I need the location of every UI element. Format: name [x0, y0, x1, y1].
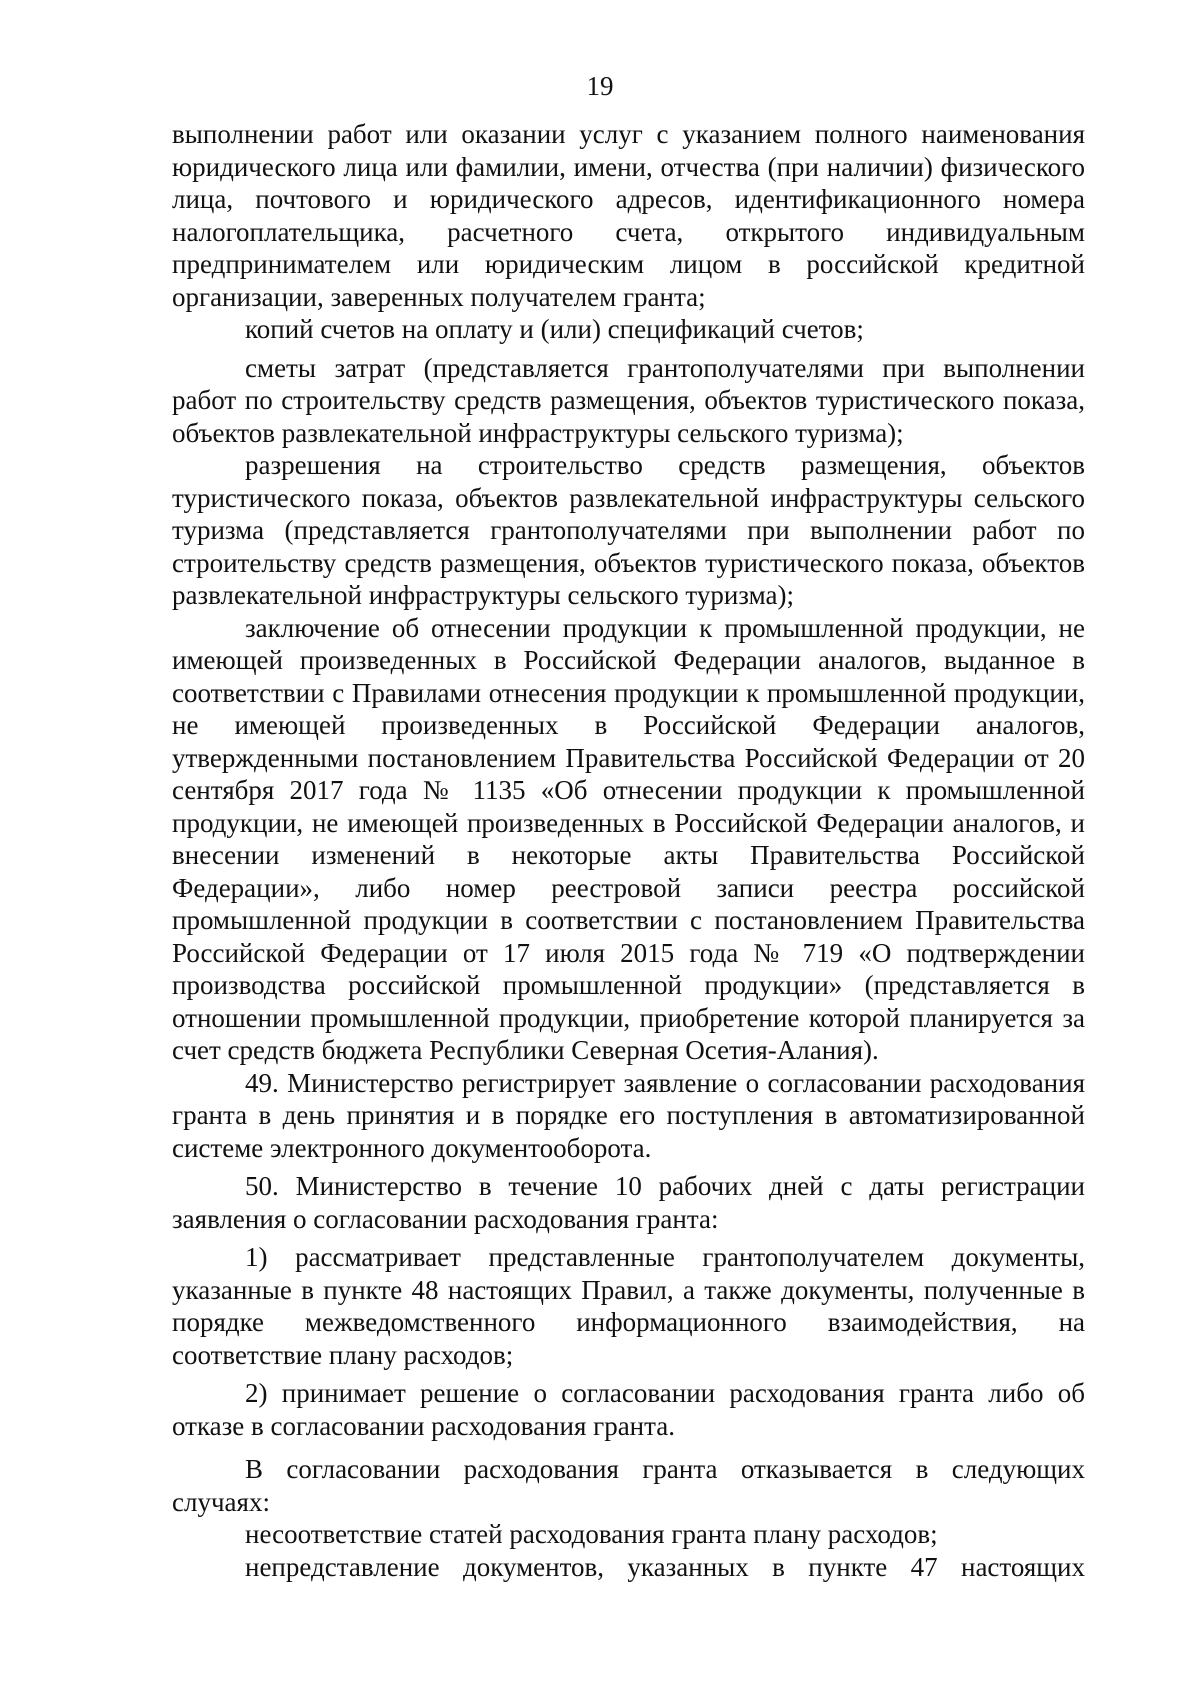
document-body: [172, 118, 1085, 1583]
paragraph-refusal-cases: В согласовании расходования гранта отказывается в следующих случаях:: [172, 1454, 1085, 1517]
paragraph-building-permits: разрешения на строительство средств размещения, объектов туристического показа, объектов развлекательной инфраструктуры сельского туризма (представляется грантополучателями при выполнении работ по строительству средств размещения, объектов туристического показа, объектов развлекательной инфраструктуры сельского туризма);: [172, 450, 1085, 610]
paragraph-industrial-product-conclusion: заключение об отнесении продукции к промышленной продукции, не имеющей произведенных в Российской Федерации аналогов, выданное в соответствии с Правилами отнесения продукции к промышленной продукции, не имеющей произведенных в Российской Федерации аналогов, утвержденными постановлением Правительства Российской Федерации от 20 сентября 2017 года № 1135 «Об отнесении продукции к промышленной продукции, не имеющей произведенных в Российской Федерации аналогов, и внесении изменений в некоторые акты Правительства Российской Федерации», либо номер реестровой записи реестра российской промышленной продукции в соответствии с постановлением Правительства Российской Федерации от 17 июля 2015 года № 719 «О подтверждении производства российской промышленной продукции» (представляется в отношении промышленной продукции, приобретение которой планируется за счет средств бюджета Республики Северная Осетия-Алания).: [172, 612, 1085, 1065]
paragraph-invoice-copies: копий счетов на оплату и (или) спецификаций счетов;: [245, 314, 864, 344]
paragraph-cost-estimates: сметы затрат (представляется грантополучателями при выполнении работ по строительству средств размещения, объектов туристического показа, объектов развлекательной инфраструктуры сельского туризма);: [172, 352, 1085, 448]
paragraph-subitem-2: 2) принимает решение о согласовании расходования гранта либо об отказе в согласовании расходования гранта.: [172, 1378, 1085, 1441]
paragraph-continuation: выполнении работ или оказании услуг с указанием полного наименования юридического лица или фамилии, имени, отчества (при наличии) физического лица, почтового и юридического адресов, идентификационного номера налогоплательщика, расчетного счета, открытого индивидуальным предпринимателем или юридическим лицом в российской кредитной организации, заверенных получателем гранта;: [172, 119, 1085, 312]
paragraph-item-49: 49. Министерство регистрирует заявление о согласовании расходования гранта в день принятия и в порядке его поступления в автоматизированной системе электронного документооборота.: [172, 1067, 1085, 1163]
paragraph-item-50: 50. Министерство в течение 10 рабочих дней с даты регистрации заявления о согласовании расходования гранта:: [172, 1171, 1085, 1234]
paragraph-mismatch: несоответствие статей расходования гранта плану расходов;: [245, 1519, 938, 1549]
paragraph-subitem-1: 1) рассматривает представленные грантополучателем документы, указанные в пункте 48 настоящих Правил, а также документы, полученные в порядке межведомственного информационного взаимодействия, на соответствие плану расходов;: [172, 1242, 1085, 1370]
paragraph-missing-documents: непредставление документов, указанных в пункте 47 настоящих: [245, 1551, 1085, 1582]
page-number: 19: [586, 71, 614, 101]
